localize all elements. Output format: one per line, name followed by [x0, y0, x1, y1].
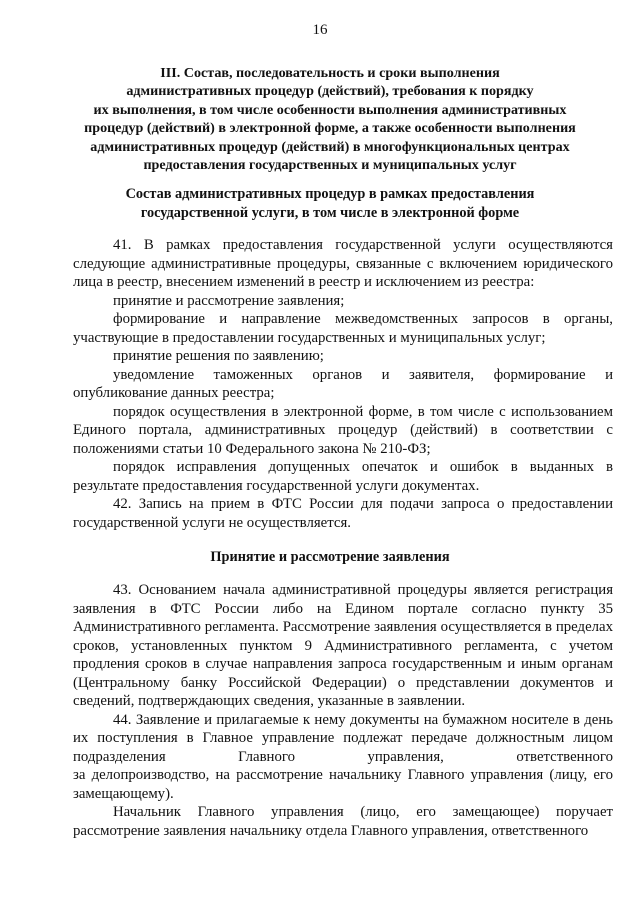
section-heading-line: административных процедур (действий), требования к порядку: [126, 83, 534, 100]
list-item: формирование и направление межведомственных запросов в органы, участвующие в предоставлении государственных и муниципальных услуг;: [73, 311, 613, 346]
section-heading-line: административных процедур (действий) в многофункциональных центрах: [90, 138, 570, 155]
subheading-line: государственной услуги, в том числе в электронной форме: [140, 204, 520, 221]
list-item: принятие и рассмотрение заявления;: [113, 292, 345, 309]
paragraph-chief: Начальник Главного управления (лицо, его замещающее) поручает рассмотрение заявления начальнику отдела Главного управления, ответственного: [73, 804, 613, 839]
body-block-1: [73, 236, 613, 532]
paragraph-41: 41. В рамках предоставления государственной услуги осуществляются следующие административные процедуры, связанные с включением юридического лица в реестр, внесением изменений в реестр и исключением из реестра:: [73, 237, 613, 290]
subheading-acceptance: Принятие и рассмотрение заявления: [210, 549, 450, 565]
paragraph-43: 43. Основанием начала административной процедуры является регистрация заявления в ФТС России либо на Едином портале согласно пункту 35 Административного регламента. Рассмотрение заявления осуществляется в пределах сроков, установленных пунктом 9 Административного регламента, с учетом продления сроков в случае направления запроса государственным и иным органам (Центральному банку Российской Федерации) о представлении документов и сведений, подтверждающих сведения, указанные в заявлении.: [73, 582, 613, 709]
section-heading: [60, 64, 600, 174]
paragraph-44-continued: за делопроизводство, на рассмотрение начальнику Главного управления (лицу, его замещающему).: [73, 767, 613, 802]
paragraph-42: 42. Запись на прием в ФТС России для подачи запроса о предоставлении государственной услуги не осуществляется.: [73, 496, 613, 531]
paragraph-44: 44. Заявление и прилагаемые к нему документы на бумажном носителе в день их поступления в Главное управление подлежат передаче должностным лицом подразделения Главного управления, ответственного: [73, 711, 613, 765]
subheading-composition: [60, 185, 600, 222]
section-heading-line: предоставления государственных и муниципальных услуг: [143, 157, 517, 174]
list-item: порядок осуществления в электронной форме, в том числе с использованием Единого портала, административных процедур (действий) в соответствии с положениями статьи 10 Федерального закона № 210-ФЗ;: [73, 403, 613, 457]
section-heading-line: III. Состав, последовательность и сроки выполнения: [160, 65, 500, 81]
list-item: уведомление таможенных органов и заявителя, формирование и опубликование данных реестра;: [73, 366, 613, 401]
list-item: принятие решения по заявлению;: [113, 348, 324, 364]
body-block-2: [73, 581, 613, 840]
section-heading-line: их выполнения, в том числе особенности выполнения административных: [93, 101, 567, 118]
list-item: порядок исправления допущенных опечаток и ошибок в выданных в результате предоставления государственной услуги документах.: [73, 459, 613, 494]
page-number: 16: [312, 22, 328, 38]
section-heading-line: процедур (действий) в электронной форме, а также особенности выполнения: [84, 120, 576, 137]
subheading-line: Состав административных процедур в рамках предоставления: [125, 186, 535, 202]
